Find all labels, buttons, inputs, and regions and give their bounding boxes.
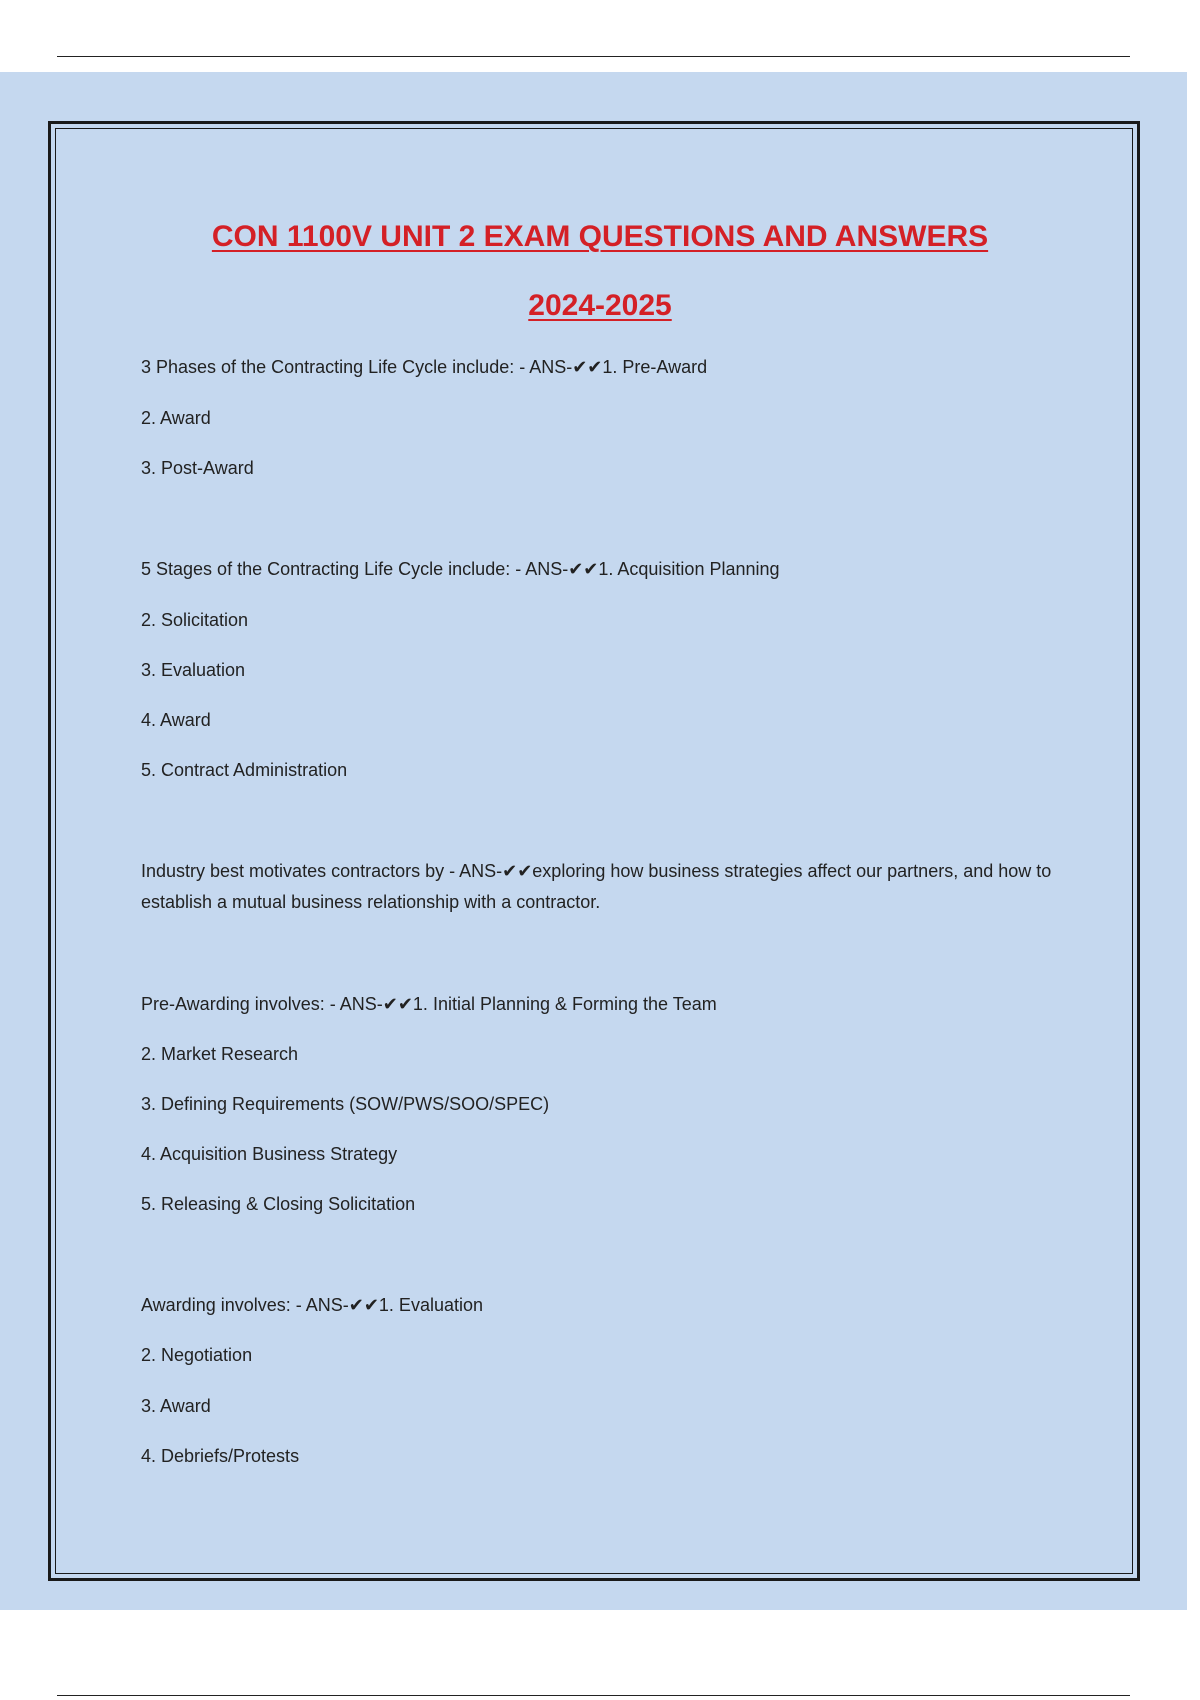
question-4-line-4: 4. Acquisition Business Strategy [141, 1144, 398, 1164]
question-1-line-2: 2. Award [141, 408, 211, 428]
question-5-line-1: Awarding involves: - ANS-✔✔1. Evaluation [141, 1295, 483, 1315]
question-5-line-3: 3. Award [141, 1396, 211, 1416]
question-2-line-5: 5. Contract Administration [141, 760, 348, 780]
question-4-line-5: 5. Releasing & Closing Solicitation [141, 1194, 416, 1214]
question-2-line-1: 5 Stages of the Contracting Life Cycle include: - ANS-✔✔1. Acquisition Planning [141, 559, 780, 579]
question-4-line-3: 3. Defining Requirements (SOW/PWS/SOO/SPEC) [141, 1094, 550, 1114]
question-4-line-1: Pre-Awarding involves: - ANS-✔✔1. Initial Planning & Forming the Team [141, 994, 717, 1014]
document-title: CON 1100V UNIT 2 EXAM QUESTIONS AND ANSWERS [211, 220, 989, 253]
question-2-line-2: 2. Solicitation [141, 610, 249, 630]
question-1-line-3: 3. Post-Award [141, 458, 254, 478]
question-2-line-3: 3. Evaluation [141, 660, 246, 680]
question-3-text: Industry best motivates contractors by - ANS-✔✔exploring how business strategies affect our partners, and how to establish a mutual business relationship with a contractor. [141, 861, 1052, 912]
top-rule [57, 56, 1130, 57]
question-1-line-1: 3 Phases of the Contracting Life Cycle include: - ANS-✔✔1. Pre-Award [141, 357, 708, 377]
bottom-rule [57, 1695, 1130, 1696]
question-5-line-2: 2. Negotiation [141, 1345, 253, 1365]
question-5-line-4: 4. Debriefs/Protests [141, 1446, 300, 1466]
question-2-line-4: 4. Award [141, 710, 211, 730]
document-year: 2024-2025 [528, 289, 672, 322]
question-4-line-2: 2. Market Research [141, 1044, 299, 1064]
